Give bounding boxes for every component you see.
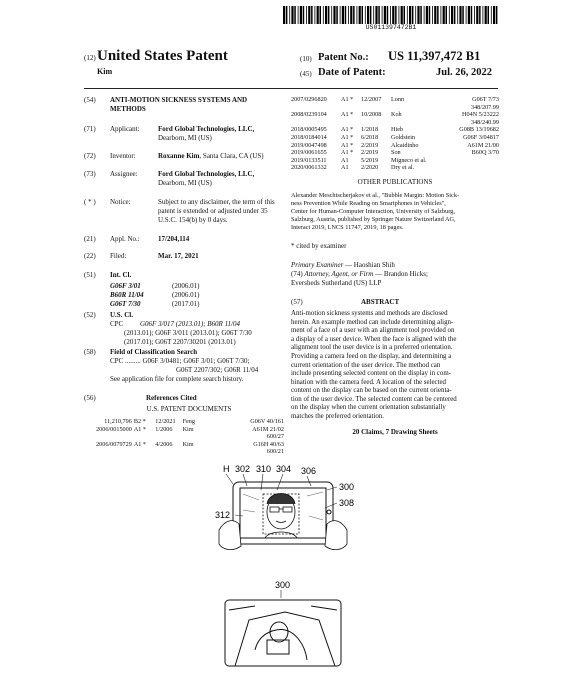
fig-label-306: 306	[301, 466, 317, 476]
barcode-bar	[331, 6, 332, 24]
barcode-bar	[468, 6, 470, 24]
barcode-bar	[362, 6, 364, 24]
barcode-bar	[449, 6, 450, 24]
barcode-bar	[488, 6, 490, 24]
reference-row: 2019/0047498 A1 * 2/2019 Alcaidinho A61M 21/00	[291, 141, 499, 149]
reference-row: 2019/0061655 A1 * 2/2019 Son B60Q 3/70	[291, 149, 499, 157]
barcode-bar	[311, 6, 313, 24]
barcode-bar	[384, 6, 386, 24]
other-publications-heading: OTHER PUBLICATIONS	[357, 177, 433, 186]
code-45: (45)	[300, 70, 312, 78]
left-references: 11,210,796 B2 * 12/2021 Feng G06V 40/161 2006/0015000 A1 * 1/2006 Kim A61M 21/02 600/27 2006/0079729 A1 * 4/2006 Kim G16H 40/63 600/21	[84, 418, 284, 456]
barcode-bar	[333, 6, 335, 24]
barcode-bar	[390, 6, 391, 24]
barcode-bar	[373, 6, 374, 24]
right-column: 2007/0296820 A1 * 12/2007 Lonn G06T 7/73 348/207.99 2008/0239104 A1 * 10/2008 Koh H04N 5/23222 348/240.99 2018/0005495 A1 * 1/2018 Hieb G08B 13/19682 2018/0184014 A1 * 6/2018 Goldstein G06F 3/04817 2019/0047498 A1 * 2/2019 Alcaidinho A61M 21/00 2019/0061655 A1 * 2/2019 Son B60Q 3/70 2019/0133511 A1 5/2019 Migneco et al. 2020/0061332 A1 2/2020 Dry et al. OTHER PUBLICATIONS Alexander Meschtscherjakov et al., "Bubble Margin: Motion Sick- ness Prevention While Reading on Smartphones in Vehicles", Center for Human-Computer Interaction, University of Salzburg, Salzburg, Austria, published by Springer Nature Switzerland AG, Interact 2019, LNCS 11747, 2019, 18 pages. * cited by examiner Primary Examiner — Haoshian Shih (74) Attorney, Agent, or Firm — Brandon Hicks; Eversheds Sutherland (US) LLP (57) ABSTRACT Anti-motion sickness systems and methods are disclosed herein. An example method can include determining align- ment of a face of a user with an alignment tool provided on a display of a user device. When the face is aligned with the alignment tool the user device is in a preferred orientation. Providing a camera feed on the display, and determining a current orientation of the user device. The method can include presenting selected content on the display in com- bination with the camera feed. A location of the selected content on the display can be based on the current orienta- tion of the user device. The selected content can be centered on the display when the current orientation substantially matches the preferred orientation. 20 Claims, 7 Drawing Sheets	[291, 96, 499, 436]
attorney: (74) Attorney, Agent, or Firm — Brandon Hicks;	[291, 269, 428, 278]
reference-row: 2007/0296820 A1 * 12/2007 Lonn G06T 7/73	[291, 96, 499, 103]
barcode-bar	[320, 6, 322, 24]
barcode-bar	[437, 6, 439, 24]
barcode-bar	[429, 6, 431, 24]
barcode-bar	[395, 6, 397, 24]
barcode-bar	[483, 6, 484, 24]
barcode-bar	[471, 6, 473, 24]
code-10: (10)	[300, 55, 312, 63]
fig-label-300: 300	[339, 482, 355, 492]
barcode-bar	[474, 6, 475, 24]
field-51: (51) Int. Cl.	[84, 271, 132, 279]
reference-row: 2006/0015000 A1 * 1/2006 Kim A61M 21/02	[96, 425, 284, 433]
barcode-bar	[415, 6, 416, 24]
primary-examiner: Primary Examiner — Haoshian Shih	[291, 260, 395, 269]
invention-title: ANTI-MOTION SICKNESS SYSTEMS AND METHODS	[110, 96, 248, 113]
barcode-bar	[485, 6, 487, 24]
barcode-bar	[443, 6, 445, 24]
us-patent-documents-heading: U.S. PATENT DOCUMENTS	[146, 405, 232, 413]
fig-label-310: 310	[256, 464, 272, 474]
date-label: Date of Patent:	[318, 67, 386, 78]
barcode-bar	[417, 6, 419, 24]
device-outline	[233, 482, 333, 544]
barcode-bar	[378, 6, 380, 24]
field-73: (73) Assignee: Ford Global Technologies, LLC, Dearborn, MI (US)	[84, 170, 255, 187]
barcode-bar	[308, 6, 310, 24]
barcode-bar	[454, 6, 456, 24]
barcode-bar	[306, 6, 307, 24]
us-cl-cpc: CPC G06F 3/017 (2013.01); B60R 11/04 (2013.01); G06F 3/011 (2013.01); G06T 7/30 (2017.01); G06T 2207/30201 (2013.01)	[110, 320, 252, 346]
drawing-figure-graphic	[215, 460, 375, 670]
int-cl-list	[84, 282, 284, 309]
code-12: (12)	[84, 54, 96, 62]
barcode-bar	[404, 6, 406, 24]
reference-row: 2008/0239104 A1 * 10/2008 Koh H04N 5/23222	[291, 111, 499, 119]
barcode-bar	[426, 6, 428, 24]
barcode-bar	[325, 6, 327, 24]
reference-row: 2018/0005495 A1 * 1/2018 Hieb G08B 13/19682	[291, 126, 499, 134]
barcode-bar	[348, 6, 349, 24]
barcode-bar	[350, 6, 352, 24]
barcode-bar	[407, 6, 408, 24]
barcode-bar	[424, 6, 425, 24]
barcode-bar	[479, 6, 481, 24]
field-21: (21) Appl. No.: 17/204,114	[84, 235, 190, 243]
reference-row: 2018/0184014 A1 * 6/2018 Goldstein G06F 3/04817	[291, 133, 499, 141]
reference-row: 11,210,796 B2 * 12/2021 Feng G06V 40/161	[104, 418, 284, 425]
fig-label-302: 302	[235, 464, 251, 474]
barcode-number: US011397472B1	[365, 24, 417, 31]
barcode-bar	[317, 6, 319, 24]
field-22: (22) Filed: Mar. 17, 2021	[84, 252, 199, 260]
barcode-bar	[401, 6, 403, 24]
barcode	[283, 6, 499, 24]
barcode-bar	[462, 6, 464, 24]
classification-search: CPC ......... G06F 3/0481; G06F 3/01; G06T 7/30; G06T 2207/302; G06R 11/04 See application file for complete search history.	[110, 357, 259, 383]
patent-date: Jul. 26, 2022	[436, 67, 493, 78]
barcode-bar	[357, 6, 358, 24]
barcode-bar	[359, 6, 361, 24]
field-58: (58) Field of Classification Search	[84, 348, 198, 356]
right-references: 2007/0296820 A1 * 12/2007 Lonn G06T 7/73 348/207.99 2008/0239104 A1 * 10/2008 Koh H04N 5/23222 348/240.99 2018/0005495 A1 * 1/2018 Hieb G08B 13/19682 2018/0184014 A1 * 6/2018 Goldstein G06F 3/04817 2019/0047498 A1 * 2/2019 Alcaidinho A61M 21/00 2019/0061655 A1 * 2/2019 Son B60Q 3/70 2019/0133511 A1 5/2019 Migneco et al. 2020/0061332 A1 2/2020 Dry et al.	[291, 96, 499, 172]
barcode-bar	[441, 6, 442, 24]
field-52: (52) U.S. Cl.	[84, 311, 133, 319]
patent-title: United States Patent	[97, 48, 228, 64]
barcode-bar	[399, 6, 400, 24]
barcode-bar	[387, 6, 389, 24]
barcode-bar	[303, 6, 305, 24]
barcode-bar	[496, 6, 498, 24]
fig-label-h: H	[223, 464, 230, 474]
barcode-bar	[340, 6, 341, 24]
int-cl-row: G06F 3/01 (2006.01)	[110, 282, 200, 290]
barcode-bar	[365, 6, 366, 24]
field-notice: ( * ) Notice: Subject to any disclaimer, the term of this patent is extended or adjusted under 35 U.S.C. 154(b) by 0 days.	[84, 198, 275, 224]
barcode-bar	[353, 6, 355, 24]
abstract-heading: (57) ABSTRACT	[291, 297, 400, 306]
fig-label-304: 304	[276, 464, 292, 474]
patent-number: US 11,397,472 B1	[388, 49, 481, 63]
barcode-bar	[476, 6, 478, 24]
fig-label-312: 312	[215, 510, 231, 520]
abstract-text: Anti-motion sickness systems and methods are disclosed herein. An example method can include determining align- ment of a face of a user with an alignment tool provided on a display of a user device. When the face is aligned with the alignment tool the user device is in a preferred orientation. Providing a camera feed on the display, and determining a current orientation of the user device. The method can include presenting selected content on the display in com- bination with the camera feed. A location of the selected content on the display can be based on the current orienta- tion of the user device. The selected content can be centered on the display when the current orientation substantially matches the preferred orientation.	[291, 309, 457, 421]
barcode-bar	[466, 6, 467, 24]
field-54: (54) ANTI-MOTION SICKNESS SYSTEMS AND METHODS	[84, 96, 284, 114]
barcode-bar	[323, 6, 324, 24]
barcode-bar	[459, 6, 461, 24]
fig-label-308: 308	[339, 498, 355, 508]
barcode-bar	[434, 6, 436, 24]
barcode-bar	[457, 6, 458, 24]
barcode-bar	[493, 6, 495, 24]
barcode-bar	[392, 6, 394, 24]
barcode-bar	[291, 6, 293, 24]
barcode-bar	[370, 6, 372, 24]
left-column	[84, 96, 284, 456]
barcode-bar	[328, 6, 330, 24]
barcode-bar	[300, 6, 302, 24]
barcode-graphic	[283, 6, 499, 24]
filed-date: Mar. 17, 2021	[158, 252, 199, 260]
application-number: 17/204,114	[158, 235, 190, 243]
header-rule	[84, 88, 498, 89]
claims-summary: 20 Claims, 7 Drawing Sheets	[352, 427, 438, 436]
barcode-bar	[432, 6, 433, 24]
barcode-bar	[420, 6, 422, 24]
field-71: (71) Applicant: Ford Global Technologies, LLC, Dearborn, MI (US)	[84, 125, 255, 142]
barcode-bar	[382, 6, 383, 24]
fig2-label-300: 300	[275, 580, 291, 590]
barcode-bar	[412, 6, 414, 24]
reference-row: 2020/0061332 A1 2/2020 Dry et al.	[291, 164, 415, 172]
drawing-figure	[215, 460, 375, 670]
reference-row: 2006/0079729 A1 * 4/2006 Kim G16H 40/63	[96, 440, 284, 448]
barcode-bar	[315, 6, 316, 24]
barcode-bar	[289, 6, 290, 24]
barcode-bar	[294, 6, 296, 24]
cited-by-examiner: * cited by examiner	[291, 241, 347, 250]
barcode-bar	[367, 6, 369, 24]
barcode-bar	[286, 6, 288, 24]
barcode-bar	[451, 6, 453, 24]
field-72: (72) Inventor: Roxanne Kim, Santa Clara, CA (US)	[84, 152, 264, 160]
barcode-bar	[336, 6, 338, 24]
other-publications: Alexander Meschtscherjakov et al., "Bubble Margin: Motion Sick- ness Prevention While Reading on Smartphones in Vehicles", Center for Human-Computer Interaction, University of Salzburg, Salzburg, Austria, published by Springer Nature Switzerland AG, Interact 2019, LNCS 11747, 2019, 18 pages.	[291, 191, 460, 231]
barcode-bar	[283, 6, 285, 24]
patent-no-label: Patent No.:	[318, 52, 369, 63]
barcode-bar	[375, 6, 377, 24]
barcode-bar	[491, 6, 492, 24]
barcode-bar	[446, 6, 448, 24]
barcode-bar	[342, 6, 344, 24]
field-56: (56) References Cited	[84, 394, 197, 402]
inventor-surname: Kim	[97, 67, 113, 76]
reference-row: 2019/0133511 A1 5/2019 Migneco et al.	[291, 156, 427, 164]
int-cl-row: G06T 7/30 (2017.01)	[110, 300, 200, 308]
int-cl-row: B60R 11/04 (2006.01)	[110, 291, 200, 299]
barcode-bar	[409, 6, 411, 24]
barcode-bar	[298, 6, 299, 24]
barcode-bar	[345, 6, 347, 24]
